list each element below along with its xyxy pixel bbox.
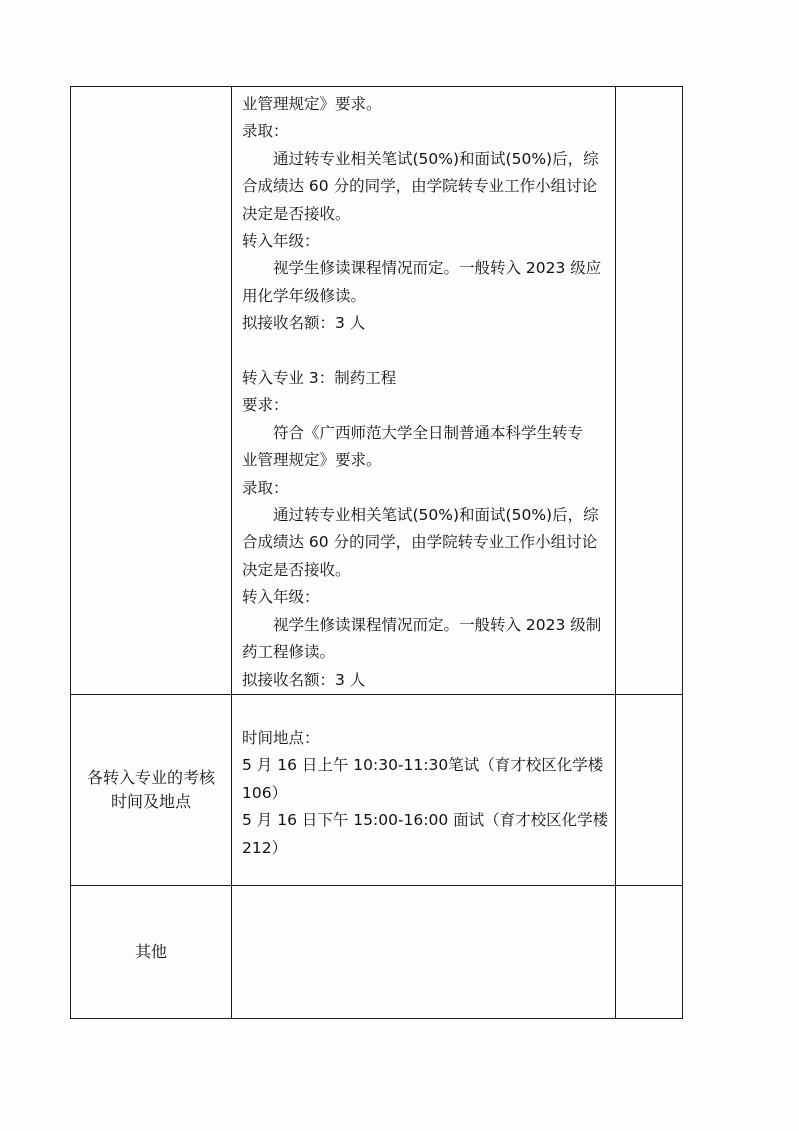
text-line: 用化学年级修读。 xyxy=(242,286,367,305)
text-line: 合成绩达 60 分的同学，由学院转专业工作小组讨论 xyxy=(242,177,598,196)
text-line: 业管理规定》要求。 xyxy=(242,95,382,113)
text-line: 5 月 16 日下午 15:00-16:00 面试（育才校区化学楼 xyxy=(242,811,609,830)
text-line: 视学生修读课程情况而定。一般转入 2023 级制 xyxy=(273,615,602,634)
remarks-cell xyxy=(616,694,683,885)
heading-quota: 拟接收名额：3 人 xyxy=(242,314,366,333)
blank-line xyxy=(242,338,607,365)
text-line: 合成绩达 60 分的同学，由学院转专业工作小组讨论 xyxy=(242,533,598,552)
heading-admission: 录取： xyxy=(242,122,289,141)
label-text-line: 各转入专业的考核 xyxy=(86,767,215,787)
label-text-other: 其他 xyxy=(134,941,167,961)
text-line: 决定是否接收。 xyxy=(242,560,351,579)
label-cell-exam-time-place xyxy=(71,694,232,885)
text-line: 212） xyxy=(242,838,288,857)
text-line: 药工程修读。 xyxy=(242,643,336,662)
text-line: 业管理规定》要求。 xyxy=(242,451,382,470)
content-cell-other xyxy=(232,885,616,1018)
heading-grade: 转入年级： xyxy=(242,232,320,251)
label-cell-empty xyxy=(71,87,232,695)
remarks-cell xyxy=(616,885,683,1018)
heading-requirements: 要求： xyxy=(242,396,289,415)
heading-quota: 拟接收名额：3 人 xyxy=(242,670,366,689)
heading-major-3: 转入专业 3：制药工程 xyxy=(242,369,397,388)
text-line: 决定是否接收。 xyxy=(242,204,351,223)
text-line: 视学生修读课程情况而定。一般转入 2023 级应 xyxy=(273,259,602,278)
label-text-line: 时间及地点 xyxy=(110,791,191,811)
table-row-major-details xyxy=(71,87,683,695)
text-line: 通过转专业相关笔试(50%)和面试(50%)后，综 xyxy=(273,149,599,168)
heading-admission: 录取： xyxy=(242,478,289,497)
content-cell-major-details xyxy=(232,87,616,695)
remarks-cell xyxy=(616,87,683,695)
text-line: 106） xyxy=(242,783,288,802)
label-cell-other xyxy=(71,885,232,1018)
table-row-other xyxy=(71,885,683,1018)
table-row-exam-time-place xyxy=(71,694,683,885)
text-line: 5 月 16 日上午 10:30-11:30笔试（育才校区化学楼 xyxy=(242,756,604,775)
heading-grade: 转入年级： xyxy=(242,588,320,607)
transfer-major-table xyxy=(70,86,683,1019)
content-cell-exam-time-place xyxy=(232,694,616,885)
text-line: 通过转专业相关笔试(50%)和面试(50%)后，综 xyxy=(273,506,599,525)
heading-time-place: 时间地点： xyxy=(242,728,320,747)
text-line: 符合《广西师范大学全日制普通本科学生转专 xyxy=(273,423,584,442)
